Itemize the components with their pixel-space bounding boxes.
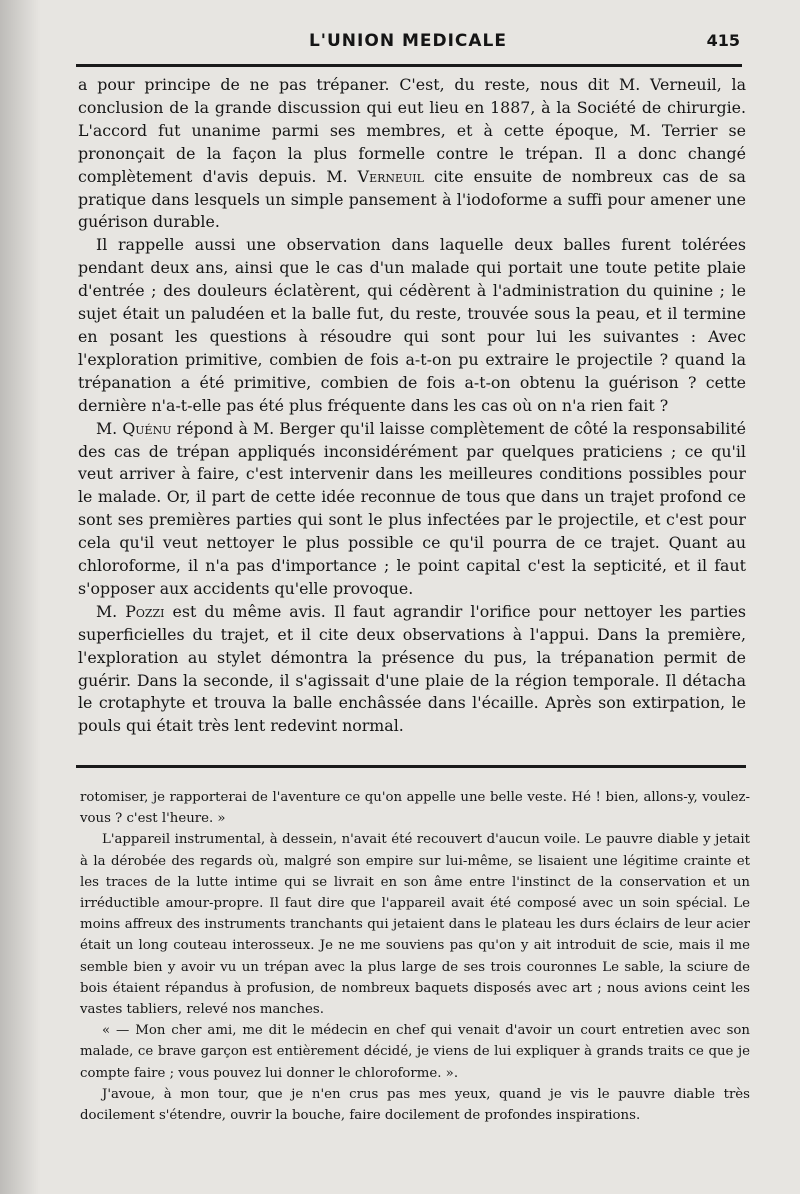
- footnote-paragraph: L'appareil instrumental, à dessein, n'avait été recouvert d'aucun voile. Le pauvre diable y jetait à la dérobée des regards où, malgré son empire sur lui-même, se lisaient une légitime crainte et les traces de la lutte intime qui se livrait en son âme entre l'instinct de la conservation et un irréductible amour-propre. Il faut dire que l'appareil avait été composé avec un soin spécial. Le moins affreux des instruments tranchants qui jetaient dans le plateau les durs éclairs de leur acier était un long couteau interosseux. Je ne me souviens pas qu'on y ait introduit de scie, mais il me semble bien y avoir vu un trépan avec la plus large de ses trois couronnes Le sable, la sciure de bois étaient répandus à profusion, de nombreux baquets disposés avec art ; nous avions ceint les vastes tabliers, relevé nos manches.: [80, 832, 750, 1018]
- author-name-pozzi: Pozzi: [125, 601, 165, 621]
- paragraph-text: répond à M. Berger qu'il laisse complètement de côté la responsabilité des cas de trépan appliqués inconsidérément par quelques praticiens ; ce qu'il veut arriver à faire, c'est intervenir dans les meilleures conditions possibles pour le malade. Or, il part de cette idée reconnue de tous que dans un trajet profond ce sont ses premières parties qui sont le plus infectées par le projectile, et c'est pour cela qu'il veut nettoyer le plus possible ce qu'il pourra de ce trajet. Quant au chloroforme, il n'a pas d'importance ; le point capital c'est la septicité, et il faut s'opposer aux accidents qu'elle provoque.: [78, 418, 746, 598]
- paragraph-pozzi: [78, 601, 746, 738]
- paragraph-verneuil-conclusion: [78, 74, 746, 234]
- paragraph-quenu: [78, 418, 746, 601]
- footnote-section: [80, 787, 750, 1126]
- footnote-paragraph: « — Mon cher ami, me dit le médecin en chef qui venait d'avoir un court entretien avec son malade, ce brave garçon est entièrement décidé, je viens de lui expliquer à grands traits ce que je compte faire ; vous pouvez lui donner le chloroforme. ».: [80, 1023, 750, 1081]
- page-number: 415: [706, 31, 740, 50]
- footnote-paragraph: rotomiser, je rapporterai de l'aventure ce qu'on appelle une belle veste. Hé ! bien, allons-y, voulez-vous ? c'est l'heure. »: [80, 790, 750, 827]
- footnote-paragraph: J'avoue, à mon tour, que je n'en crus pas mes yeux, quand je vis le pauvre diable très docilement s'étendre, ouvrir la bouche, faire docilement de profondes inspirations.: [80, 1086, 750, 1124]
- honorific: M.: [96, 418, 118, 438]
- author-name-quenu: Quénu: [122, 418, 172, 438]
- paragraph-text: a pour principe de ne pas trépaner. C'est, du reste, nous dit M. Verneuil, la conclusion de la grande discussion qui eut lieu en 1887, à la Société de chirurgie. L'accord fut unanime parmi ses membres, et à cette époque, M. Terrier se prononçait de la façon la plus formelle contre le trépan. Il a donc changé complètement d'avis depuis. M.: [78, 75, 746, 186]
- footnote-separator: [76, 765, 746, 768]
- article-body: [78, 74, 746, 738]
- honorific: M.: [96, 601, 118, 621]
- running-title: L'UNION MEDICALE: [308, 31, 508, 51]
- paragraph-text: est du même avis. Il faut agrandir l'orifice pour nettoyer les parties superficielles du trajet, et il cite deux observations à l'appui. Dans la première, l'exploration au stylet démontra la présence du pus, la trépanation permit de guérir. Dans la seconde, il s'agissait d'une plaie de la région temporale. Il détacha le crotaphyte et trouva la balle enchâssée dans l'écaille. Après son extirpation, le pouls qui était très lent redevint normal.: [78, 601, 746, 736]
- paragraph-observation: Il rappelle aussi une observation dans laquelle deux balles furent tolérées pendant deux ans, ainsi que le cas d'un malade qui portait une toute petite plaie d'entrée ; des douleurs éclatèrent, qui cédèrent à l'administration du quinine ; le sujet était un paludéen et la balle fut, du reste, trouvée sous la peau, et il termine en posant les questions à résoudre qui sont pour lui les suivantes : Avec l'exploration primitive, combien de fois a-t-on pu extraire le projectile ? quand la trépanation a été primitive, combien de fois a-t-on obtenu la guérison ? cette dernière n'a-t-elle pas été plus fréquente dans les cas où on n'a rien fait ?: [78, 235, 746, 415]
- header-rule: [76, 64, 742, 67]
- page-header: [76, 28, 740, 58]
- paragraph-text: cite ensuite de nombreux cas de sa pratique dans lesquels un simple pansement à l'iodoforme a suffi pour amener une guérison durable.: [78, 166, 746, 232]
- author-name-verneuil: Verneuil: [357, 166, 424, 186]
- binding-shadow: [0, 0, 40, 1194]
